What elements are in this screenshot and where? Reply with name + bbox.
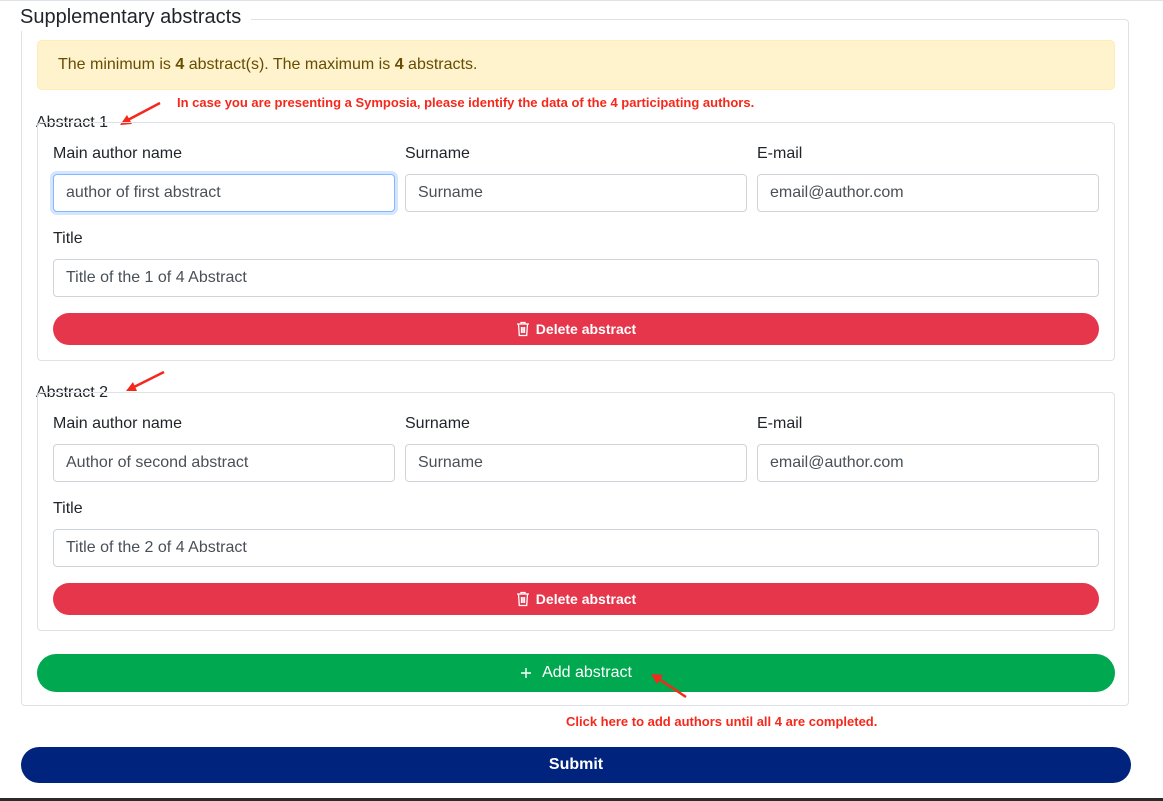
delete-abstract-1-button[interactable] [53, 313, 1099, 345]
main-author-input[interactable]: Author of second abstract [53, 444, 395, 482]
symposia-annotation: In case you are presenting a Symposia, please identify the data of the 4 participating authors. [177, 95, 755, 110]
abstract-2-legend: Abstract 2 [36, 384, 109, 401]
surname-input[interactable]: Surname [405, 174, 747, 212]
surname-label: Surname [405, 415, 470, 432]
main-author-label: Main author name [53, 145, 182, 162]
annotation-arrow-icon [650, 672, 690, 700]
add-annotation: Click here to add authors until all 4 are completed. [566, 714, 878, 729]
surname-label: Surname [405, 145, 470, 162]
limits-alert [37, 40, 1115, 90]
delete-abstract-2-button[interactable] [53, 583, 1099, 615]
alert-max: 4 [394, 56, 404, 73]
top-divider [0, 0, 1163, 1]
plus-icon [520, 667, 532, 679]
main-author-input[interactable]: author of first abstract [53, 174, 395, 212]
email-input[interactable]: email@author.com [757, 444, 1099, 482]
alert-prefix: The minimum is [58, 56, 176, 73]
trash-icon [516, 321, 530, 337]
section-title: Supplementary abstracts [14, 3, 251, 31]
email-label: E-mail [757, 415, 803, 432]
title-input[interactable]: Title of the 1 of 4 Abstract [53, 259, 1099, 297]
submit-label: Submit [548, 756, 604, 773]
surname-input[interactable]: Surname [405, 444, 747, 482]
title-input[interactable]: Title of the 2 of 4 Abstract [53, 529, 1099, 567]
abstract-1-legend: Abstract 1 [36, 114, 109, 131]
trash-icon [516, 591, 530, 607]
email-input[interactable]: email@author.com [757, 174, 1099, 212]
main-author-label: Main author name [53, 415, 182, 432]
title-label: Title [53, 230, 83, 247]
email-label: E-mail [757, 145, 803, 162]
annotation-arrow-icon [124, 370, 168, 394]
add-abstract-button[interactable] [37, 654, 1115, 692]
delete-label: Delete abstract [535, 591, 637, 607]
submit-button[interactable] [21, 747, 1131, 783]
alert-suffix: abstracts. [403, 56, 478, 73]
delete-label: Delete abstract [535, 321, 637, 337]
alert-min: 4 [175, 56, 185, 73]
title-label: Title [53, 500, 83, 517]
add-abstract-label: Add abstract [542, 664, 632, 681]
alert-middle: abstract(s). The maximum is [184, 56, 395, 73]
